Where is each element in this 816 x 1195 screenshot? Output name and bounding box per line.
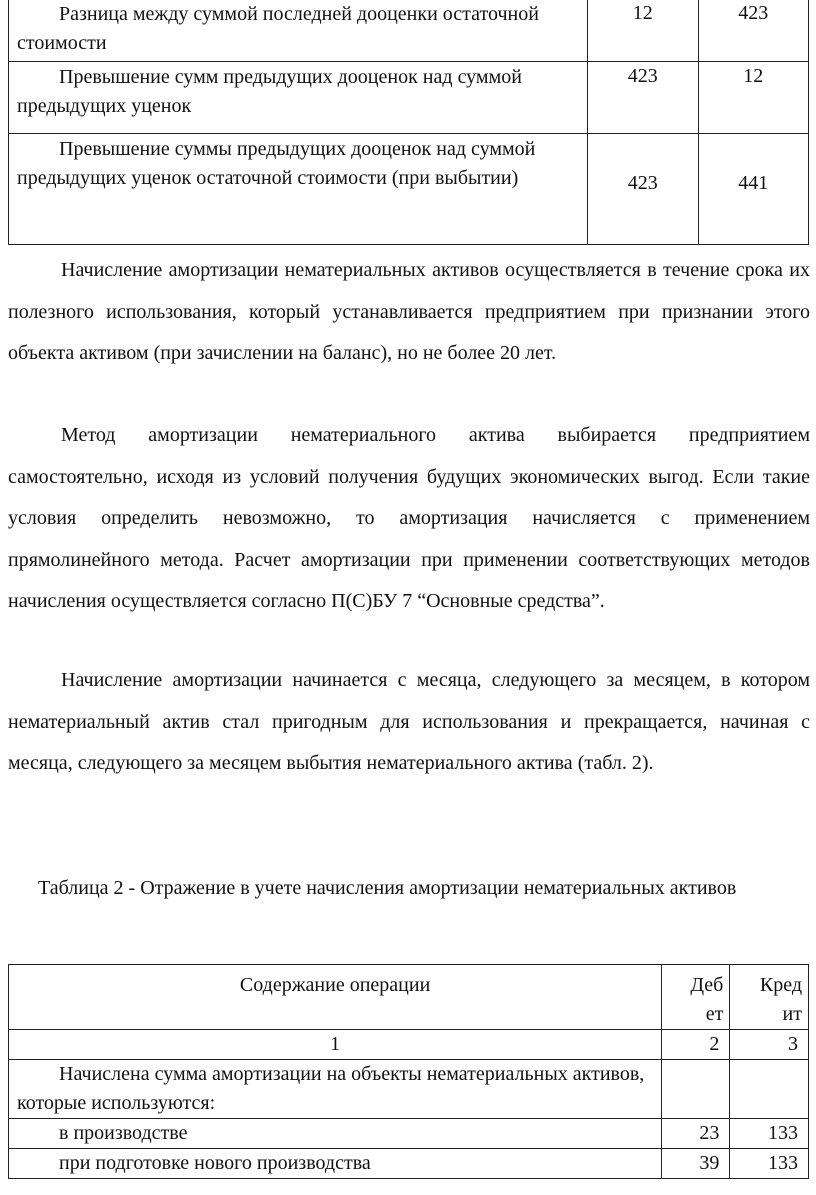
- table-row: [9, 1060, 809, 1119]
- debit-cell: [662, 1060, 730, 1119]
- column-number: 2: [662, 1030, 730, 1060]
- debit-header: Деб ет: [662, 965, 730, 1030]
- revaluation-table: [8, 0, 809, 245]
- debit-cell: 423: [588, 134, 699, 245]
- credit-cell: 12: [698, 62, 809, 134]
- table-row: [9, 134, 809, 245]
- body-paragraph: Начисление амортизации нематериальных активов осуществляется в течение срока их полезного использования, который устанавливается предприятием при признании этого объекта активом (при зачислении на баланс), но не более 20 лет.: [8, 259, 810, 364]
- column-number: 3: [730, 1030, 809, 1060]
- column-number: 1: [9, 1030, 662, 1060]
- credit-header: Кред ит: [730, 965, 809, 1030]
- operation-cell: Разница между суммой последней дооценки остаточной стоимости: [9, 0, 588, 62]
- operation-cell: при подготовке нового производства: [9, 1149, 662, 1179]
- table-row: [9, 0, 809, 62]
- operation-cell: Начислена сумма амортизации на объекты нематериальных активов, которые используются:: [9, 1060, 662, 1119]
- credit-cell: [730, 1060, 809, 1119]
- body-paragraph: Начисление амортизации начинается с месяца, следующего за месяцем, в котором нематериальный актив стал пригодным для использования и прекращается, начиная с месяца, следующего за месяцем выбытия нематериального актива (табл. 2).: [8, 669, 810, 774]
- table-caption: Таблица 2 - Отражение в учете начисления амортизации нематериальных активов: [38, 877, 737, 899]
- operation-header: Содержание операции: [9, 965, 662, 1030]
- debit-cell: 39: [662, 1149, 730, 1179]
- credit-cell: 133: [730, 1149, 809, 1179]
- operation-cell: в производстве: [9, 1119, 662, 1149]
- table-row: [9, 1119, 809, 1149]
- operation-cell: Превышение суммы предыдущих дооценок над суммой предыдущих уценок остаточной стоимости (при выбытии): [9, 134, 588, 245]
- table-row: [9, 62, 809, 134]
- credit-cell: 133: [730, 1119, 809, 1149]
- body-paragraph: Метод амортизации нематериального актива выбирается предприятием самостоятельно, исходя из условий получения будущих экономических выгод. Если такие условия определить невозможно, то амортизация начисляется с применением прямолинейного метода. Расчет амортизации при применении соответствующих методов начисления осуществляется согласно П(С)БУ 7 “Основные средства”.: [8, 424, 810, 612]
- table-header-row: [9, 965, 809, 1030]
- credit-cell: 441: [698, 134, 809, 245]
- credit-cell: 423: [698, 0, 809, 62]
- operation-cell: Превышение сумм предыдущих дооценок над суммой предыдущих уценок: [9, 62, 588, 134]
- debit-cell: 23: [662, 1119, 730, 1149]
- debit-cell: 423: [588, 62, 699, 134]
- table-numbering-row: [9, 1030, 809, 1060]
- table-row: [9, 1149, 809, 1179]
- amortization-table: [8, 964, 809, 1179]
- debit-cell: 12: [588, 0, 699, 62]
